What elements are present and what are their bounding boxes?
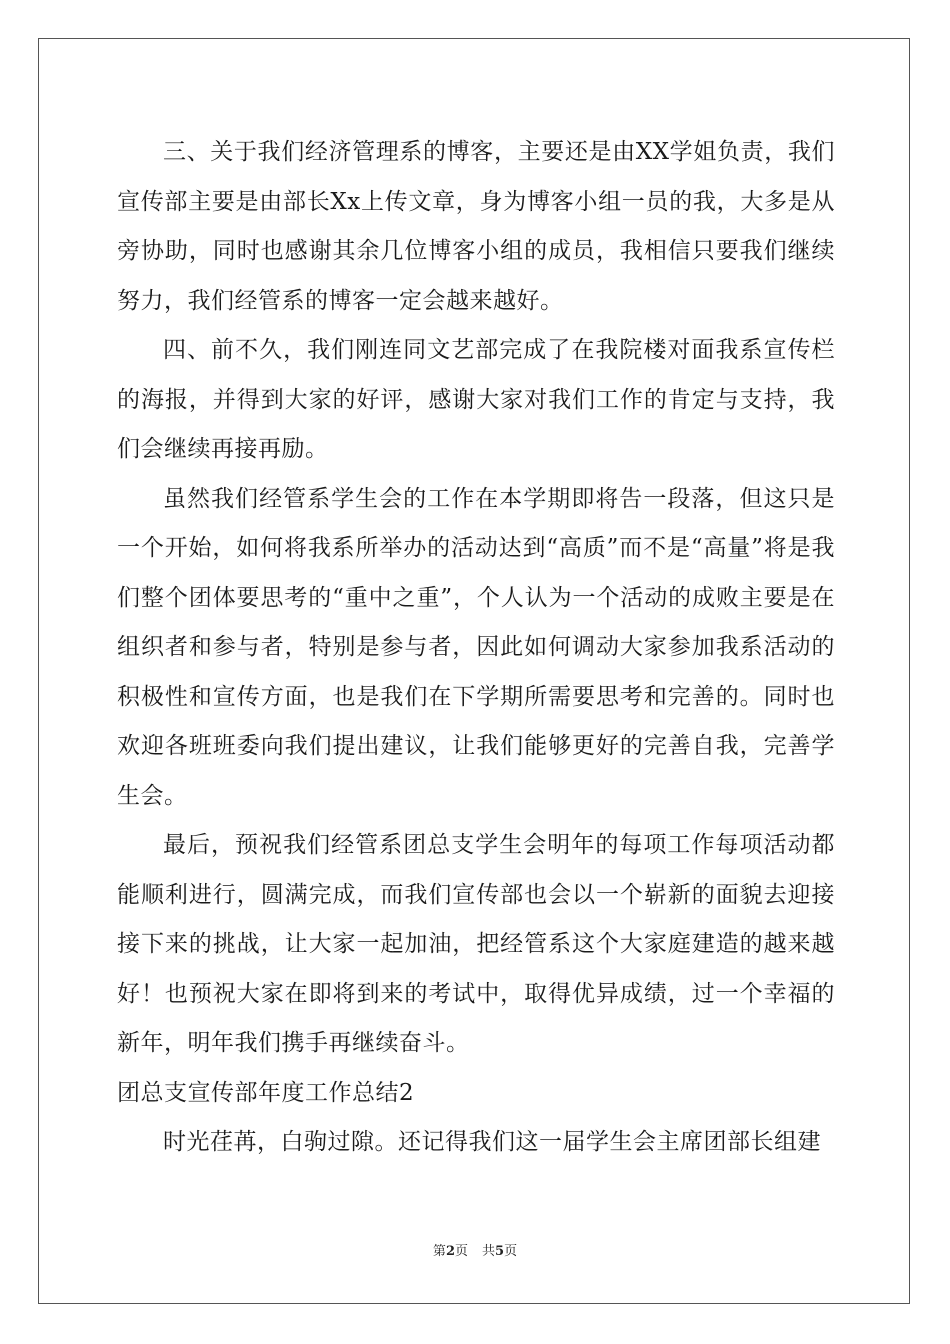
page-label-suffix: 页 [454,1244,468,1259]
total-label-suffix: 页 [504,1244,518,1259]
page-label-prefix: 第 [432,1244,446,1259]
section-title: 团总支宣传部年度工作总结2 [117,1079,415,1106]
paragraph-blog: 三、关于我们经济管理系的博客，主要还是由XX学姐负责，我们宣传部主要是由部长Xx上传文章，身为博客小组一员的我，大多是从旁协助，同时也感谢其余几位博客小组的成员，我相信只要我们继续努力，我们经管系的博客一定会越来越好。 [117,139,835,314]
total-label-prefix: 共 [482,1244,496,1259]
page-footer [0,1240,950,1259]
paragraph-plans: 虽然我们经管系学生会的工作在本学期即将告一段落，但这只是一个开始，如何将我系所举办的活动达到“高质”而不是“高量”将是我们整个团体要思考的“重中之重”，个人认为一个活动的成败主要是在组织者和参与者，特别是参与者，因此如何调动大家参加我系活动的积极性和宣传方面，也是我们在下学期所需要思考和完善的。同时也欢迎各班班委向我们提出建议，让我们能够更好的完善自我，完善学生会。 [117,485,835,809]
document-body [117,128,835,1168]
paragraph-new-section: 时光荏苒，白驹过隙。还记得我们这一届学生会主席团部长组建 [163,1129,821,1155]
paragraph-poster: 四、前不久，我们刚连同文艺部完成了在我院楼对面我系宣传栏的海报，并得到大家的好评，感谢大家对我们工作的肯定与支持，我们会继续再接再励。 [117,337,835,462]
total-pages: 5 [495,1244,505,1259]
paragraph-closing: 最后，预祝我们经管系团总支学生会明年的每项工作每项活动都能顺利进行，圆满完成，而我们宣传部也会以一个崭新的面貌去迎接接下来的挑战，让大家一起加油，把经管系这个大家庭建造的越来越好！也预祝大家在即将到来的考试中，取得优异成绩，过一个幸福的新年，明年我们携手再继续奋斗。 [117,832,835,1056]
page-number: 2 [445,1244,455,1259]
